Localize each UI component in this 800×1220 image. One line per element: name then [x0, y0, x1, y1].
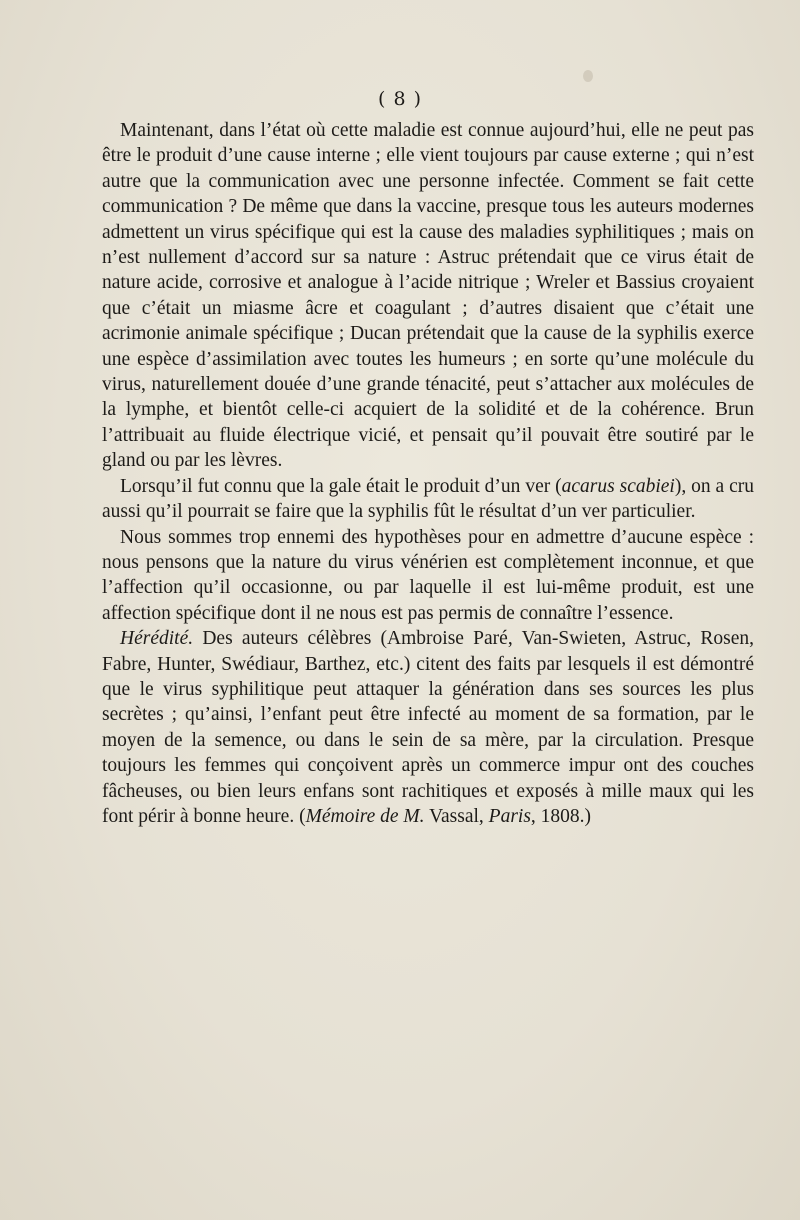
text-run: Lorsqu’il fut connu que la gale était le produit d’un ver (	[120, 475, 562, 497]
italic-run: acarus scabiei	[561, 475, 675, 497]
italic-run: Mémoire de M.	[305, 805, 425, 827]
text-run: ), on a cru aussi qu’il pourrait se faire que la syphilis fût le résultat d’un ver particulier.	[102, 475, 754, 523]
text-run: , 1808.)	[530, 805, 592, 827]
paragraph-1	[102, 118, 754, 474]
paper-stain	[583, 70, 593, 82]
text-run: Des auteurs célèbres (Ambroise Paré, Van-Swieten, Astruc, Rosen, Fabre, Hunter, Swédiaur, Barthez, etc.) citent des faits par lesquels il est démontré que le virus syphilitique peut attaquer la génération dans ses sources les plus secrètes ; qu’ainsi, l’enfant peut être infecté au moment de sa formation, par le moyen de la semence, ou dans le sein de sa mère, par la circulation. Presque toujours les femmes qui conçoivent après un commerce impur ont des couches fâcheuses, ou bien leurs enfans sont rachitiques et exposés à mille maux qui les font périr à bonne heure. (	[102, 628, 754, 827]
text-run: Nous sommes trop ennemi des hypothèses pour en admettre d’aucune espèce : nous pensons que la nature du virus vénérien est complètement inconnue, et que l’affection qu’il occasionne, ou par laquelle il est lui-même produit, est une affection spécifique dont il ne nous est pas permis de connaître l’essence.	[102, 526, 754, 624]
section-heading: Hérédité.	[120, 628, 194, 650]
paragraph-3	[102, 525, 754, 627]
paragraph-2	[102, 474, 754, 525]
italic-run: Paris	[488, 805, 531, 827]
text-run: Maintenant, dans l’état où cette maladie est connue aujourd’hui, elle ne peut pas être le produit d’une cause interne ; elle vient toujours par cause externe ; qui n’est autre que la communication avec une personne infectée. Comment se fait cette communication ? De même que dans la vaccine, presque tous les auteurs modernes admettent un virus spécifique qui est la cause des maladies syphilitiques ; mais on n’est nullement d’accord sur sa nature : Astruc prétendait que ce virus était de nature acide, corrosive et analogue à l’acide nitrique ; Wreler et Bassius croyaient que c’était un miasme âcre et coagulant ; d’autres disaient que c’était une acrimonie animale spécifique ; Ducan prétendait que la cause de la syphilis exerce une espèce d’assimilation avec toutes les humeurs ; en sorte qu’une molécule du virus, naturellement douée d’une grande ténacité, peut s’attacher aux molécules de la lymphe, et bientôt celle-ci acquiert de la solidité et de la cohérence. Brun l’attribuait au fluide électrique vicié, et pensait qu’il pouvait être soutiré par le gland ou par les lèvres.	[102, 120, 754, 472]
body-text	[102, 118, 754, 829]
page-number: ( 8 )	[378, 88, 422, 110]
paragraph-4	[102, 626, 754, 829]
text-run: Vassal,	[424, 805, 489, 827]
